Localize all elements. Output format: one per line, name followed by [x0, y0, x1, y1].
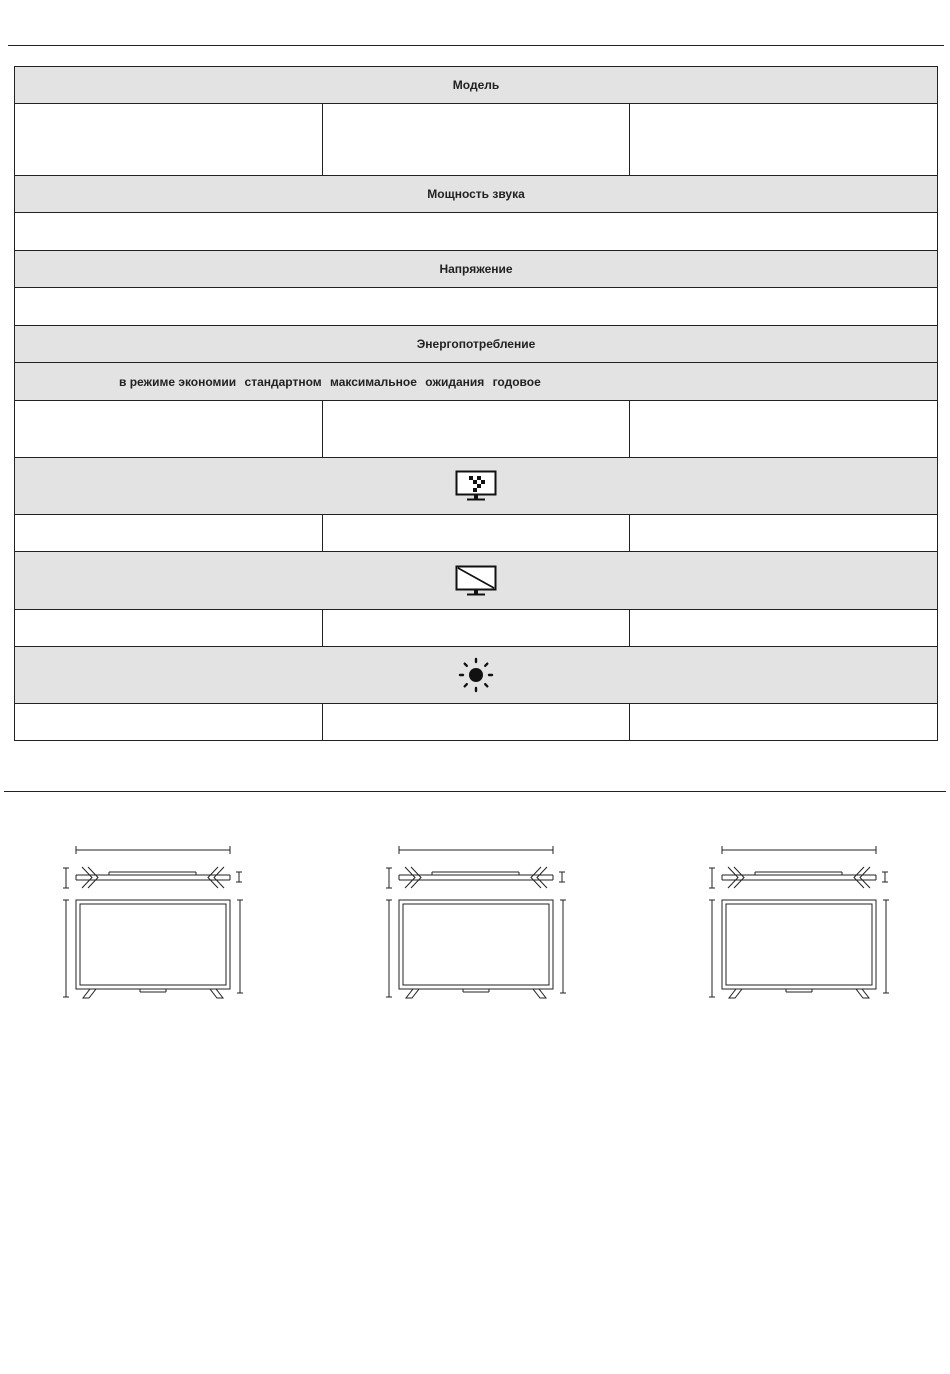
model-cell-2 — [323, 104, 630, 176]
tv-dimensions-diagram-3 — [706, 842, 891, 1004]
middle-rule — [4, 791, 946, 792]
brightness-icon — [458, 657, 494, 693]
diagonal-cell-3 — [630, 610, 938, 647]
model-label: Модель — [15, 67, 938, 104]
voltage-label: Напряжение — [15, 251, 938, 288]
voltage-value-row — [15, 288, 938, 326]
sound-power-header-row — [15, 176, 938, 213]
diagonal-cell-1 — [15, 610, 323, 647]
model-values-row — [15, 104, 938, 176]
resolution-cell-3 — [630, 515, 938, 552]
energy-cell-2 — [323, 401, 630, 458]
sound-power-value-row — [15, 213, 938, 251]
pixels-monitor-icon — [455, 470, 497, 502]
energy-mode-standard: стандартном — [244, 374, 322, 389]
brightness-header-row — [15, 647, 938, 704]
energy-mode-standby: ожидания — [425, 374, 485, 389]
energy-modes-row — [15, 363, 938, 401]
energy-cell-3 — [630, 401, 938, 458]
energy-mode-annual: годовое — [492, 374, 541, 389]
model-header-row — [15, 67, 938, 104]
diagonal-cell-2 — [323, 610, 630, 647]
diagonal-header-row — [15, 552, 938, 610]
resolution-values-row — [15, 515, 938, 552]
voltage-header-row — [15, 251, 938, 288]
energy-cell-1 — [15, 401, 323, 458]
brightness-values-row — [15, 704, 938, 741]
monitor-diagonal-icon — [455, 565, 497, 597]
energy-values-row — [15, 401, 938, 458]
model-cell-3 — [630, 104, 938, 176]
diagonal-values-row — [15, 610, 938, 647]
resolution-cell-1 — [15, 515, 323, 552]
energy-header-row — [15, 326, 938, 363]
energy-label: Энергопотребление — [15, 326, 938, 363]
energy-mode-economy: в режиме экономии — [119, 374, 237, 389]
sound-power-value — [15, 213, 938, 251]
voltage-value — [15, 288, 938, 326]
tv-dimensions-diagram-1 — [60, 842, 245, 1004]
specifications-table — [14, 66, 938, 741]
energy-modes — [15, 363, 938, 401]
top-rule — [8, 45, 944, 46]
energy-mode-maximum: максимальное — [329, 374, 417, 389]
brightness-cell-2 — [323, 704, 630, 741]
resolution-cell-2 — [323, 515, 630, 552]
sound-power-label: Мощность звука — [15, 176, 938, 213]
resolution-header-row — [15, 458, 938, 515]
tv-dimensions-diagram-2 — [383, 842, 568, 1004]
brightness-cell-1 — [15, 704, 323, 741]
model-cell-1 — [15, 104, 323, 176]
brightness-cell-3 — [630, 704, 938, 741]
